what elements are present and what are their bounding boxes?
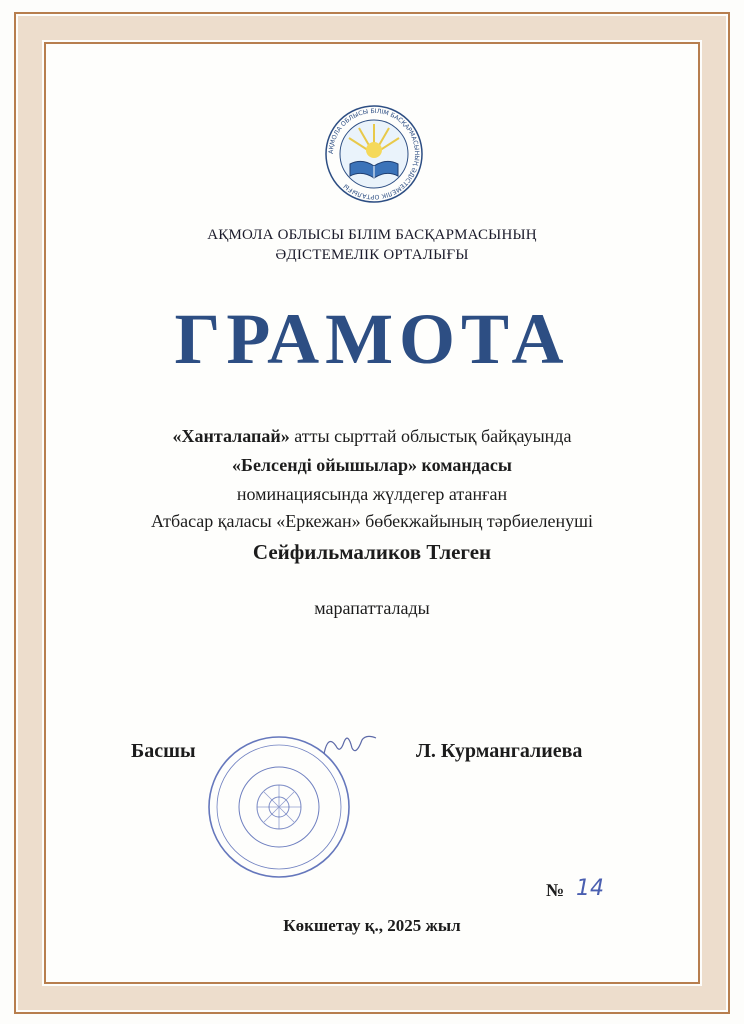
certificate-title: ГРАМОТА [174, 299, 570, 379]
header-line-2: ӘДІСТЕМЕЛІК ОРТАЛЫҒЫ [275, 247, 469, 263]
contest-description: атты сырттай облыстық байқауында [289, 426, 572, 446]
contest-line [0, 426, 744, 447]
awardee-name: Сейфильмаликов Тлеген [252, 540, 492, 564]
nomination-line: номинациясында жүлдегер атанған [236, 484, 508, 504]
header-line-1: АҚМОЛА ОБЛЫСЫ БІЛІМ БАСҚАРМАСЫНЫҢ [207, 227, 537, 243]
contest-name: «Ханталапай» [172, 426, 290, 446]
certificate-number-value: 14 [576, 876, 604, 901]
awarded-text: марапатталады [314, 598, 430, 618]
methodical-center-logo [324, 104, 424, 204]
signatory-name: Л. Курмангалиева [416, 740, 583, 762]
institution-line: Атбасар қаласы «Еркежан» бөбекжайының тәрбиеленуші [150, 511, 594, 531]
handwritten-signature [318, 728, 382, 764]
team-line: «Белсенді ойышылар» командасы [232, 455, 512, 475]
certificate-number-label: № [546, 880, 565, 900]
place-and-year: Көкшетау қ., 2025 жыл [283, 916, 461, 935]
logo-ring-text: АҚМОЛА ОБЛЫСЫ БІЛІМ БАСҚАРМАСЫНЫҢ ӘДІСТЕМЕЛІК ОРТАЛЫҒЫ [327, 107, 421, 201]
signatory-role: Басшы [131, 740, 196, 762]
